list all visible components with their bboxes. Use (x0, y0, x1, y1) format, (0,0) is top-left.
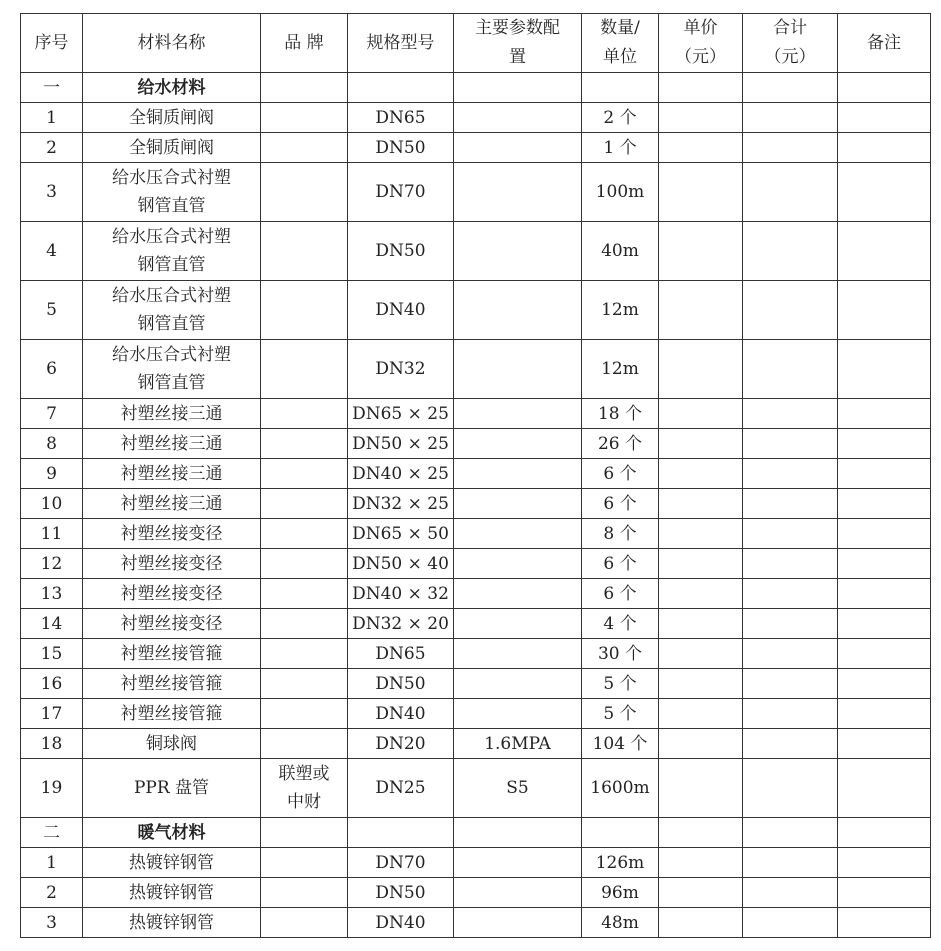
table-row (21, 489, 931, 519)
cell-seq: 18 (21, 729, 83, 759)
cell-quantity-unit: 5 个 (582, 699, 659, 729)
cell-spec: DN65 (348, 639, 454, 669)
cell-quantity-unit: 1600m (582, 759, 659, 818)
cell-spec: DN50 (348, 669, 454, 699)
cell-seq: 5 (21, 281, 83, 340)
cell-total (743, 699, 838, 729)
cell-unit-price (659, 549, 743, 579)
header-spec: 规格型号 (348, 14, 454, 73)
cell-unit-price (659, 639, 743, 669)
cell-main-params (454, 639, 582, 669)
cell-unit-price (659, 519, 743, 549)
cell-total (743, 669, 838, 699)
cell-quantity-unit: 8 个 (582, 519, 659, 549)
table-row (21, 163, 931, 222)
header-unit-price: 单价 （元） (659, 14, 743, 73)
cell-brand (261, 878, 348, 908)
cell-quantity-unit: 26 个 (582, 429, 659, 459)
cell-spec: DN65 × 50 (348, 519, 454, 549)
cell-quantity-unit: 18 个 (582, 399, 659, 429)
cell-spec: DN40 × 32 (348, 579, 454, 609)
cell-brand (261, 399, 348, 429)
cell-quantity-unit: 96m (582, 878, 659, 908)
cell-remarks (838, 579, 931, 609)
cell-spec: DN40 (348, 281, 454, 340)
cell-spec: DN70 (348, 163, 454, 222)
cell-remarks (838, 429, 931, 459)
cell-main-params (454, 133, 582, 163)
cell-remarks (838, 73, 931, 103)
cell-unit-price (659, 281, 743, 340)
table-row (21, 459, 931, 489)
cell-remarks (838, 669, 931, 699)
cell-brand (261, 549, 348, 579)
cell-spec: DN32 (348, 340, 454, 399)
cell-main-params (454, 609, 582, 639)
cell-brand (261, 908, 348, 938)
table-row (21, 759, 931, 818)
cell-brand (261, 103, 348, 133)
cell-brand (261, 340, 348, 399)
cell-spec: DN32 × 20 (348, 609, 454, 639)
cell-total (743, 609, 838, 639)
cell-spec: DN50 (348, 222, 454, 281)
cell-total (743, 281, 838, 340)
cell-main-params (454, 519, 582, 549)
cell-remarks (838, 459, 931, 489)
section-row (21, 73, 931, 103)
cell-unit-price (659, 103, 743, 133)
cell-total (743, 163, 838, 222)
cell-remarks (838, 729, 931, 759)
header-material-name: 材料名称 (83, 14, 261, 73)
table-row (21, 281, 931, 340)
cell-quantity-unit: 48m (582, 908, 659, 938)
cell-remarks (838, 818, 931, 848)
cell-spec: DN40 × 25 (348, 459, 454, 489)
cell-main-params (454, 549, 582, 579)
cell-brand (261, 848, 348, 878)
materials-table (20, 13, 931, 938)
cell-main-params (454, 459, 582, 489)
table-row (21, 848, 931, 878)
cell-main-params (454, 699, 582, 729)
cell-brand (261, 429, 348, 459)
cell-seq: 12 (21, 549, 83, 579)
cell-material-name: 衬塑丝接三通 (83, 429, 261, 459)
table-row (21, 549, 931, 579)
cell-remarks (838, 609, 931, 639)
cell-spec (348, 73, 454, 103)
cell-remarks (838, 878, 931, 908)
cell-remarks (838, 519, 931, 549)
cell-quantity-unit: 30 个 (582, 639, 659, 669)
cell-material-name: 给水压合式衬塑 钢管直管 (83, 281, 261, 340)
cell-brand (261, 579, 348, 609)
header-seq: 序号 (21, 14, 83, 73)
cell-seq: 3 (21, 163, 83, 222)
cell-total (743, 908, 838, 938)
cell-material-name: 铜球阀 (83, 729, 261, 759)
cell-unit-price (659, 818, 743, 848)
table-row (21, 519, 931, 549)
cell-spec: DN50 (348, 878, 454, 908)
cell-total (743, 222, 838, 281)
cell-unit-price (659, 848, 743, 878)
materials-table-container (20, 13, 931, 938)
cell-material-name: 热镀锌钢管 (83, 878, 261, 908)
table-row (21, 222, 931, 281)
cell-main-params (454, 340, 582, 399)
table-row (21, 429, 931, 459)
cell-quantity-unit: 6 个 (582, 489, 659, 519)
cell-material-name: 衬塑丝接三通 (83, 459, 261, 489)
table-row (21, 340, 931, 399)
cell-remarks (838, 281, 931, 340)
cell-total (743, 818, 838, 848)
cell-remarks (838, 699, 931, 729)
cell-quantity-unit: 2 个 (582, 103, 659, 133)
cell-remarks (838, 759, 931, 818)
cell-unit-price (659, 222, 743, 281)
cell-seq: 1 (21, 103, 83, 133)
cell-main-params (454, 163, 582, 222)
cell-total (743, 848, 838, 878)
cell-quantity-unit: 1 个 (582, 133, 659, 163)
cell-spec: DN50 × 25 (348, 429, 454, 459)
header-quantity-unit: 数量/ 单位 (582, 14, 659, 73)
cell-remarks (838, 848, 931, 878)
cell-seq: 9 (21, 459, 83, 489)
table-row (21, 579, 931, 609)
cell-material-name: 衬塑丝接三通 (83, 399, 261, 429)
table-row (21, 699, 931, 729)
cell-brand (261, 519, 348, 549)
cell-unit-price (659, 609, 743, 639)
cell-unit-price (659, 340, 743, 399)
cell-material-name: 给水材料 (83, 73, 261, 103)
cell-unit-price (659, 399, 743, 429)
cell-remarks (838, 489, 931, 519)
cell-total (743, 133, 838, 163)
cell-material-name: 给水压合式衬塑 钢管直管 (83, 340, 261, 399)
cell-unit-price (659, 729, 743, 759)
cell-remarks (838, 639, 931, 669)
cell-material-name: 衬塑丝接管箍 (83, 699, 261, 729)
table-row (21, 729, 931, 759)
cell-seq: 4 (21, 222, 83, 281)
cell-unit-price (659, 699, 743, 729)
cell-seq: 19 (21, 759, 83, 818)
cell-material-name: 衬塑丝接变径 (83, 519, 261, 549)
cell-main-params (454, 908, 582, 938)
table-row (21, 609, 931, 639)
cell-seq: 8 (21, 429, 83, 459)
cell-spec: DN50 × 40 (348, 549, 454, 579)
cell-quantity-unit: 4 个 (582, 609, 659, 639)
cell-brand (261, 222, 348, 281)
cell-unit-price (659, 429, 743, 459)
cell-spec: DN50 (348, 133, 454, 163)
cell-unit-price (659, 459, 743, 489)
cell-spec: DN20 (348, 729, 454, 759)
cell-quantity-unit: 6 个 (582, 459, 659, 489)
cell-remarks (838, 340, 931, 399)
table-row (21, 133, 931, 163)
cell-brand (261, 609, 348, 639)
cell-main-params (454, 848, 582, 878)
cell-material-name: 衬塑丝接三通 (83, 489, 261, 519)
cell-remarks (838, 399, 931, 429)
table-row (21, 908, 931, 938)
table-row (21, 399, 931, 429)
cell-material-name: 给水压合式衬塑 钢管直管 (83, 163, 261, 222)
cell-quantity-unit: 6 个 (582, 549, 659, 579)
cell-remarks (838, 549, 931, 579)
cell-total (743, 519, 838, 549)
cell-total (743, 429, 838, 459)
cell-main-params (454, 818, 582, 848)
cell-quantity-unit (582, 818, 659, 848)
cell-spec: DN70 (348, 848, 454, 878)
cell-unit-price (659, 878, 743, 908)
cell-total (743, 399, 838, 429)
cell-main-params (454, 222, 582, 281)
cell-remarks (838, 103, 931, 133)
cell-seq: 13 (21, 579, 83, 609)
cell-main-params (454, 878, 582, 908)
cell-remarks (838, 163, 931, 222)
cell-spec (348, 818, 454, 848)
cell-main-params (454, 73, 582, 103)
cell-seq: 1 (21, 848, 83, 878)
cell-unit-price (659, 669, 743, 699)
cell-brand: 联塑或 中财 (261, 759, 348, 818)
header-total: 合计 （元） (743, 14, 838, 73)
header-row (21, 14, 931, 73)
header-remarks: 备注 (838, 14, 931, 73)
cell-total (743, 579, 838, 609)
cell-seq: 16 (21, 669, 83, 699)
cell-material-name: 热镀锌钢管 (83, 908, 261, 938)
cell-main-params (454, 489, 582, 519)
cell-seq: 一 (21, 73, 83, 103)
cell-brand (261, 133, 348, 163)
cell-seq: 3 (21, 908, 83, 938)
cell-brand (261, 729, 348, 759)
cell-spec: DN40 (348, 699, 454, 729)
cell-quantity-unit: 12m (582, 281, 659, 340)
cell-material-name: 全铜质闸阀 (83, 133, 261, 163)
cell-unit-price (659, 163, 743, 222)
cell-brand (261, 281, 348, 340)
table-row (21, 103, 931, 133)
table-row (21, 669, 931, 699)
cell-material-name: PPR 盘管 (83, 759, 261, 818)
cell-material-name: 全铜质闸阀 (83, 103, 261, 133)
cell-unit-price (659, 73, 743, 103)
cell-main-params (454, 669, 582, 699)
cell-spec: DN65 (348, 103, 454, 133)
section-row (21, 818, 931, 848)
cell-spec: DN32 × 25 (348, 489, 454, 519)
cell-seq: 二 (21, 818, 83, 848)
header-main-params: 主要参数配 置 (454, 14, 582, 73)
cell-brand (261, 459, 348, 489)
cell-quantity-unit: 5 个 (582, 669, 659, 699)
cell-total (743, 729, 838, 759)
cell-brand (261, 163, 348, 222)
cell-unit-price (659, 489, 743, 519)
cell-quantity-unit: 126m (582, 848, 659, 878)
cell-total (743, 639, 838, 669)
cell-seq: 2 (21, 133, 83, 163)
cell-main-params (454, 579, 582, 609)
cell-seq: 6 (21, 340, 83, 399)
cell-remarks (838, 908, 931, 938)
cell-seq: 11 (21, 519, 83, 549)
cell-total (743, 459, 838, 489)
cell-material-name: 衬塑丝接管箍 (83, 669, 261, 699)
cell-remarks (838, 222, 931, 281)
cell-seq: 15 (21, 639, 83, 669)
cell-brand (261, 73, 348, 103)
cell-total (743, 103, 838, 133)
cell-brand (261, 489, 348, 519)
table-row (21, 639, 931, 669)
cell-main-params: 1.6MPA (454, 729, 582, 759)
cell-unit-price (659, 908, 743, 938)
cell-quantity-unit: 100m (582, 163, 659, 222)
cell-total (743, 73, 838, 103)
cell-seq: 17 (21, 699, 83, 729)
cell-unit-price (659, 133, 743, 163)
cell-brand (261, 699, 348, 729)
cell-material-name: 给水压合式衬塑 钢管直管 (83, 222, 261, 281)
cell-main-params (454, 429, 582, 459)
cell-total (743, 549, 838, 579)
cell-material-name: 热镀锌钢管 (83, 848, 261, 878)
cell-seq: 2 (21, 878, 83, 908)
cell-material-name: 暖气材料 (83, 818, 261, 848)
cell-seq: 7 (21, 399, 83, 429)
cell-quantity-unit: 104 个 (582, 729, 659, 759)
cell-total (743, 759, 838, 818)
cell-main-params (454, 399, 582, 429)
cell-main-params: S5 (454, 759, 582, 818)
cell-spec: DN25 (348, 759, 454, 818)
cell-material-name: 衬塑丝接变径 (83, 579, 261, 609)
cell-brand (261, 639, 348, 669)
cell-brand (261, 669, 348, 699)
cell-unit-price (659, 579, 743, 609)
cell-total (743, 489, 838, 519)
header-brand: 品 牌 (261, 14, 348, 73)
cell-material-name: 衬塑丝接变径 (83, 609, 261, 639)
cell-unit-price (659, 759, 743, 818)
cell-total (743, 340, 838, 399)
cell-spec: DN40 (348, 908, 454, 938)
cell-total (743, 878, 838, 908)
cell-quantity-unit: 6 个 (582, 579, 659, 609)
table-body (21, 73, 931, 938)
cell-quantity-unit (582, 73, 659, 103)
table-row (21, 878, 931, 908)
cell-seq: 14 (21, 609, 83, 639)
cell-material-name: 衬塑丝接变径 (83, 549, 261, 579)
cell-seq: 10 (21, 489, 83, 519)
cell-main-params (454, 281, 582, 340)
cell-material-name: 衬塑丝接管箍 (83, 639, 261, 669)
cell-brand (261, 818, 348, 848)
cell-quantity-unit: 40m (582, 222, 659, 281)
cell-quantity-unit: 12m (582, 340, 659, 399)
cell-spec: DN65 × 25 (348, 399, 454, 429)
cell-remarks (838, 133, 931, 163)
cell-main-params (454, 103, 582, 133)
